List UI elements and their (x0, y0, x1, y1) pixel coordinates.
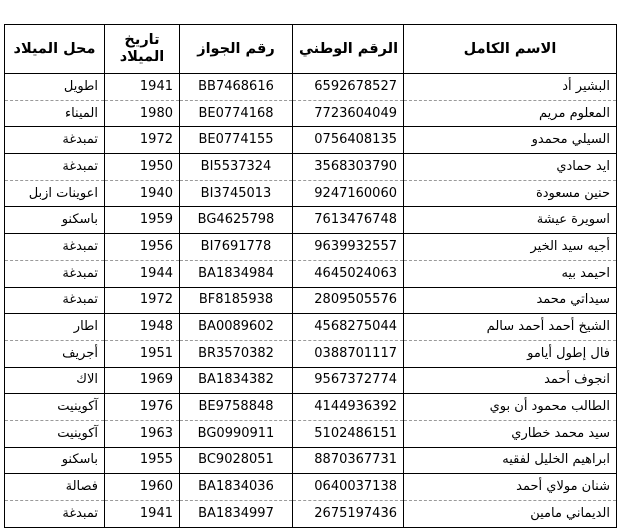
table-row (5, 260, 617, 287)
cell-birth-year[interactable]: 1941 (105, 74, 180, 101)
cell-national-id[interactable]: 9247160060 (293, 180, 404, 207)
cell-passport[interactable]: BE0774168 (180, 100, 293, 127)
cell-passport[interactable]: BA0089602 (180, 314, 293, 341)
cell-full-name[interactable]: السيلي محمدو (404, 127, 617, 154)
table-row (5, 314, 617, 341)
cell-birth-year[interactable]: 1969 (105, 367, 180, 394)
cell-birthplace[interactable]: باسكنو (5, 207, 105, 234)
cell-national-id[interactable]: 4645024063 (293, 260, 404, 287)
cell-birthplace[interactable]: آكوينيت (5, 420, 105, 447)
cell-full-name[interactable]: المعلوم مريم (404, 100, 617, 127)
cell-passport[interactable]: BA1834382 (180, 367, 293, 394)
cell-birthplace[interactable]: تمبدغة (5, 154, 105, 181)
cell-birthplace[interactable]: تمبدغة (5, 234, 105, 261)
table-row (5, 501, 617, 528)
cell-full-name[interactable]: ابراهيم الخليل لفقيه (404, 447, 617, 474)
table-row (5, 474, 617, 501)
table-row (5, 154, 617, 181)
cell-passport[interactable]: BE9758848 (180, 394, 293, 421)
people-table (4, 24, 617, 528)
cell-passport[interactable]: BB7468616 (180, 74, 293, 101)
table-row (5, 394, 617, 421)
cell-full-name[interactable]: سيد محمد خطاري (404, 420, 617, 447)
cell-birthplace[interactable]: تمبدغة (5, 260, 105, 287)
cell-birthplace[interactable]: الميناء (5, 100, 105, 127)
cell-birthplace[interactable]: فصالة (5, 474, 105, 501)
table-row (5, 234, 617, 261)
cell-full-name[interactable]: احيمد بيه (404, 260, 617, 287)
cell-birth-year[interactable]: 1956 (105, 234, 180, 261)
cell-passport[interactable]: BE0774155 (180, 127, 293, 154)
cell-passport[interactable]: BI7691778 (180, 234, 293, 261)
cell-full-name[interactable]: الديماني مامين (404, 501, 617, 528)
cell-full-name[interactable]: أجيه سيد الخير (404, 234, 617, 261)
cell-national-id[interactable]: 2675197436 (293, 501, 404, 528)
cell-birth-year[interactable]: 1950 (105, 154, 180, 181)
cell-passport[interactable]: BR3570382 (180, 340, 293, 367)
table-header (5, 25, 617, 74)
cell-birth-year[interactable]: 1980 (105, 100, 180, 127)
header-full-name[interactable]: الاسم الكامل (404, 25, 617, 74)
cell-birthplace[interactable]: تمبدغة (5, 127, 105, 154)
cell-birth-year[interactable]: 1963 (105, 420, 180, 447)
cell-national-id[interactable]: 0756408135 (293, 127, 404, 154)
cell-birthplace[interactable]: تمبدغة (5, 501, 105, 528)
cell-birth-year[interactable]: 1948 (105, 314, 180, 341)
table-row (5, 287, 617, 314)
table-row (5, 100, 617, 127)
table-row (5, 180, 617, 207)
cell-passport[interactable]: BF8185938 (180, 287, 293, 314)
cell-birth-year[interactable]: 1944 (105, 260, 180, 287)
cell-birth-year[interactable]: 1960 (105, 474, 180, 501)
cell-passport[interactable]: BA1834997 (180, 501, 293, 528)
cell-national-id[interactable]: 4568275044 (293, 314, 404, 341)
cell-birthplace[interactable]: أجريف (5, 340, 105, 367)
cell-full-name[interactable]: البشير أد (404, 74, 617, 101)
cell-passport[interactable]: BC9028051 (180, 447, 293, 474)
cell-passport[interactable]: BA1834036 (180, 474, 293, 501)
header-birthdate-label: تاريخ الميلاد (119, 32, 165, 65)
cell-full-name[interactable]: ايد حمادي (404, 154, 617, 181)
table-row (5, 127, 617, 154)
header-national-id[interactable]: الرقم الوطني (293, 25, 404, 74)
cell-birth-year[interactable]: 1972 (105, 127, 180, 154)
cell-full-name[interactable]: حنين مسعودة (404, 180, 617, 207)
cell-birth-year[interactable]: 1941 (105, 501, 180, 528)
cell-birthplace[interactable]: الاك (5, 367, 105, 394)
cell-birth-year[interactable]: 1976 (105, 394, 180, 421)
cell-birthplace[interactable]: اعوينات ازبل (5, 180, 105, 207)
cell-full-name[interactable]: الشيخ أحمد أحمد سالم (404, 314, 617, 341)
cell-birthplace[interactable]: تمبدغة (5, 287, 105, 314)
cell-passport[interactable]: BI3745013 (180, 180, 293, 207)
cell-passport[interactable]: BG0990911 (180, 420, 293, 447)
cell-passport[interactable]: BG4625798 (180, 207, 293, 234)
cell-national-id[interactable]: 8870367731 (293, 447, 404, 474)
cell-full-name[interactable]: انجوف أحمد (404, 367, 617, 394)
cell-passport[interactable]: BI5537324 (180, 154, 293, 181)
cell-national-id[interactable]: 0388701117 (293, 340, 404, 367)
cell-national-id[interactable]: 9639932557 (293, 234, 404, 261)
cell-national-id[interactable]: 0640037138 (293, 474, 404, 501)
cell-national-id[interactable]: 2809505576 (293, 287, 404, 314)
cell-national-id[interactable]: 5102486151 (293, 420, 404, 447)
cell-national-id[interactable]: 7613476748 (293, 207, 404, 234)
cell-full-name[interactable]: فال إطول أيامو (404, 340, 617, 367)
table-row (5, 74, 617, 101)
table-row (5, 420, 617, 447)
cell-birthplace[interactable]: آكوينيت (5, 394, 105, 421)
header-birthdate[interactable] (105, 25, 180, 74)
cell-birth-year[interactable]: 1955 (105, 447, 180, 474)
cell-birthplace[interactable]: اطار (5, 314, 105, 341)
cell-full-name[interactable]: شنان مولاي أحمد (404, 474, 617, 501)
table-row (5, 367, 617, 394)
cell-birth-year[interactable]: 1972 (105, 287, 180, 314)
table-row (5, 340, 617, 367)
cell-national-id[interactable]: 4144936392 (293, 394, 404, 421)
cell-birth-year[interactable]: 1940 (105, 180, 180, 207)
cell-national-id[interactable]: 9567372774 (293, 367, 404, 394)
cell-national-id[interactable]: 6592678527 (293, 74, 404, 101)
cell-birthplace[interactable]: باسكنو (5, 447, 105, 474)
table-row (5, 207, 617, 234)
header-birthplace[interactable]: محل الميلاد (5, 25, 105, 74)
table-row (5, 447, 617, 474)
header-passport[interactable]: رقم الجواز (180, 25, 293, 74)
header-row (5, 25, 617, 74)
cell-full-name[interactable]: الطالب محمود أن بوي (404, 394, 617, 421)
cell-birth-year[interactable]: 1959 (105, 207, 180, 234)
table-body (5, 74, 617, 528)
cell-birth-year[interactable]: 1951 (105, 340, 180, 367)
cell-passport[interactable]: BA1834984 (180, 260, 293, 287)
cell-birthplace[interactable]: اطويل (5, 74, 105, 101)
cell-national-id[interactable]: 3568303790 (293, 154, 404, 181)
cell-national-id[interactable]: 7723604049 (293, 100, 404, 127)
cell-full-name[interactable]: اسويرة عيشة (404, 207, 617, 234)
cell-full-name[interactable]: سيداتي محمد (404, 287, 617, 314)
